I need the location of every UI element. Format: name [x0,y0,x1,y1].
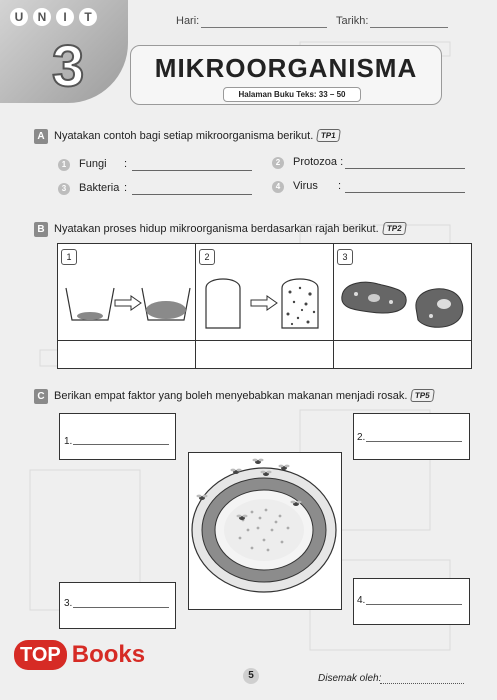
factor-box-1[interactable] [59,413,176,460]
item-a2-answer-line[interactable] [345,168,465,169]
item-a2-number: 2 [272,157,284,169]
factor-box-1-line[interactable] [73,444,169,445]
factor-box-2-line[interactable] [366,441,462,442]
item-a4-label: Virus [293,180,318,192]
topbooks-logo [14,640,145,670]
factor-box-4[interactable] [353,578,470,625]
unit-letters [10,8,97,26]
logo-books-text: Books [71,641,146,668]
section-c-instruction [54,389,434,402]
hari-label: Hari: [176,15,200,27]
process-cell-1-number: 1 [61,249,77,265]
item-a1-answer-line[interactable] [132,170,252,171]
tarikh-field[interactable] [370,27,448,28]
item-a3-answer-line[interactable] [132,194,252,195]
process-cell-2-number: 2 [199,249,215,265]
item-a4-colon: : [338,180,342,192]
signed-by-field[interactable] [380,683,464,684]
section-a-instruction [54,129,340,142]
section-c-letter: C [34,389,48,404]
item-a3-label: Bakteria [79,182,120,194]
process-table-col2-border [333,243,334,368]
item-a1-label: Fungi [79,158,107,170]
section-b-tp-badge: TP2 [382,222,406,235]
page-number: 5 [243,668,259,684]
factor-box-3-line[interactable] [73,607,169,608]
item-a1-colon: : [124,158,128,170]
textbook-pages: Halaman Buku Teks: 33 – 50 [223,87,361,102]
logo-top-badge: TOP [14,640,67,670]
item-a3-colon: : [124,182,128,194]
factor-box-2-number: 2. [357,432,366,443]
spoiled-food-plate-illustration [188,452,340,608]
item-a4-answer-line[interactable] [345,192,465,193]
unit-letter-n: N [33,8,51,26]
section-c-text: Berikan empat faktor yang boleh menyebabkan makanan menjadi rosak. [54,390,408,402]
unit-letter-u: U [10,8,28,26]
item-a3-number: 3 [58,183,70,195]
process-cell-3-number: 3 [337,249,353,265]
process-answer-2[interactable] [197,342,331,366]
item-a1-number: 1 [58,159,70,171]
item-a4-number: 4 [272,181,284,193]
section-c-tp-badge: TP5 [411,389,435,402]
factor-box-1-number: 1. [64,436,73,447]
process-table-divider [57,340,471,341]
protozoa-illustration [336,268,470,338]
section-b-text: Nyatakan proses hidup mikroorganisma berdasarkan rajah berikut. [54,223,379,235]
process-answer-1[interactable] [59,342,193,366]
section-a-text: Nyatakan contoh bagi setiap mikroorganisma berikut. [54,130,314,142]
arrow-icon [113,295,143,311]
factor-box-3[interactable] [59,582,176,629]
item-a2-label: Protozoa : [293,156,344,168]
factor-box-4-line[interactable] [366,604,462,605]
page-title: MIKROORGANISMA [154,53,418,83]
section-b-letter: B [34,222,48,237]
unit-letter-i: I [56,8,74,26]
factor-box-3-number: 3. [64,598,73,609]
unit-number: 3 [52,34,85,99]
title-box [130,45,442,105]
section-a-letter: A [34,129,48,144]
arrow-icon [249,295,279,311]
hari-field[interactable] [201,27,327,28]
factor-box-4-number: 4. [357,595,366,606]
section-b-instruction [54,222,405,235]
process-answer-3[interactable] [335,342,469,366]
section-a-tp-badge: TP1 [316,129,340,142]
signed-by-label: Disemak oleh: [318,673,382,684]
factor-box-2[interactable] [353,413,470,460]
unit-letter-t: T [79,8,97,26]
process-table-col1-border [195,243,196,368]
tarikh-label: Tarikh: [336,15,369,27]
